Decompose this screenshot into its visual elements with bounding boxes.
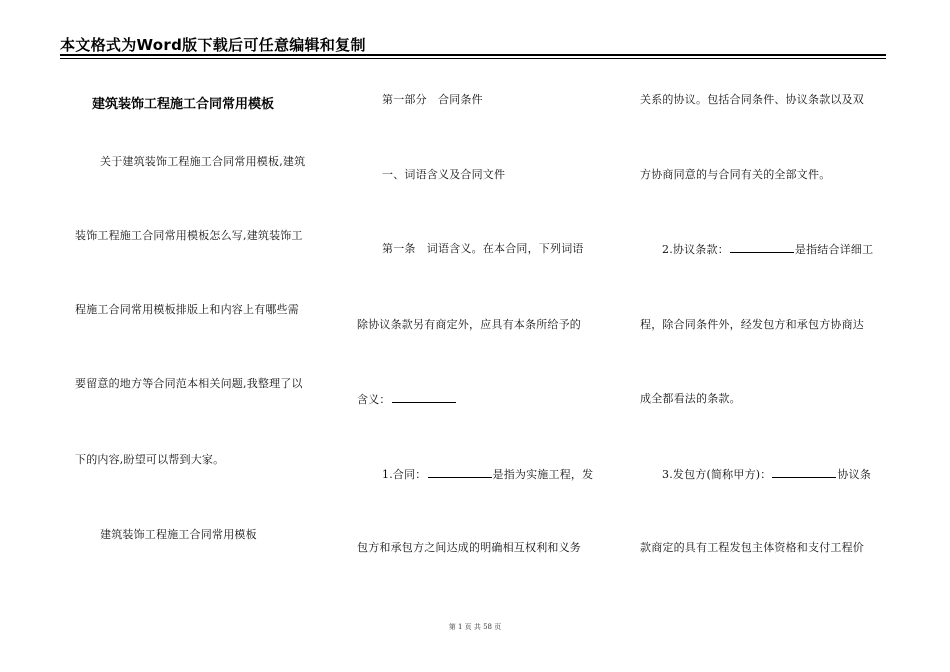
document-title: 建筑装饰工程施工合同常用模板: [92, 97, 275, 112]
paragraph-line: 款商定的具有工程发包主体资格和支付工程价: [640, 541, 864, 554]
page-number-footer: 第 1 页 共 58 页: [448, 623, 502, 631]
paragraph-line: 除协议条款另有商定外，应具有本条所给予的: [357, 318, 581, 331]
term-label: 2.协议条款：: [662, 243, 729, 256]
term-label: 含义：: [357, 393, 391, 406]
paragraph-line: 关于建筑装饰工程施工合同常用模板,建筑: [100, 155, 306, 168]
section-heading: 一、词语含义及合同文件: [382, 168, 506, 181]
term-label: 3.发包方(简称甲方)：: [662, 468, 772, 481]
text-column-1: [75, 0, 325, 610]
paragraph-line: 方协商同意的与合同有关的全部文件。: [640, 168, 831, 181]
paragraph-line: 包方和承包方之间达成的明确相互权利和义务: [357, 541, 581, 554]
term-definition: 协议条: [837, 468, 872, 481]
fill-in-blank: [392, 392, 456, 403]
paragraph-line: [357, 392, 457, 407]
paragraph-line: [662, 242, 873, 257]
paragraph-line: 第一条 词语含义。在本合同，下列词语: [382, 242, 584, 255]
fill-in-blank: [730, 242, 794, 253]
paragraph-line: 装饰工程施工合同常用模板怎么写,建筑装饰工: [75, 229, 303, 242]
fill-in-blank: [428, 467, 492, 478]
term-definition: 是指为实施工程，发: [492, 468, 594, 481]
paragraph-line: 关系的协议。包括合同条件、协议条款以及双: [640, 93, 864, 106]
term-definition: 是指结合详细工: [794, 243, 874, 256]
text-column-2: [357, 0, 607, 610]
section-heading: 建筑装饰工程施工合同常用模板: [100, 528, 257, 541]
text-column-3: [640, 0, 890, 610]
part-heading: 第一部分 合同条件: [382, 93, 483, 106]
paragraph-line: 成全都看法的条款。: [640, 392, 741, 405]
paragraph-line: 要留意的地方等合同范本相关问题,我整理了以: [75, 377, 303, 390]
paragraph-line: 程，除合同条件外，经发包方和承包方协商达: [640, 318, 864, 331]
paragraph-line: 程施工合同常用模板排版上和内容上有哪些需: [75, 303, 299, 316]
page-header-title: 本文格式为Word版下载后可任意编辑和复制: [60, 36, 366, 54]
paragraph-line: [382, 467, 593, 482]
fill-in-blank: [772, 467, 836, 478]
paragraph-line: [662, 467, 871, 482]
term-label: 1.合同：: [382, 468, 427, 481]
paragraph-line: 下的内容,盼望可以帮到大家。: [75, 453, 225, 466]
